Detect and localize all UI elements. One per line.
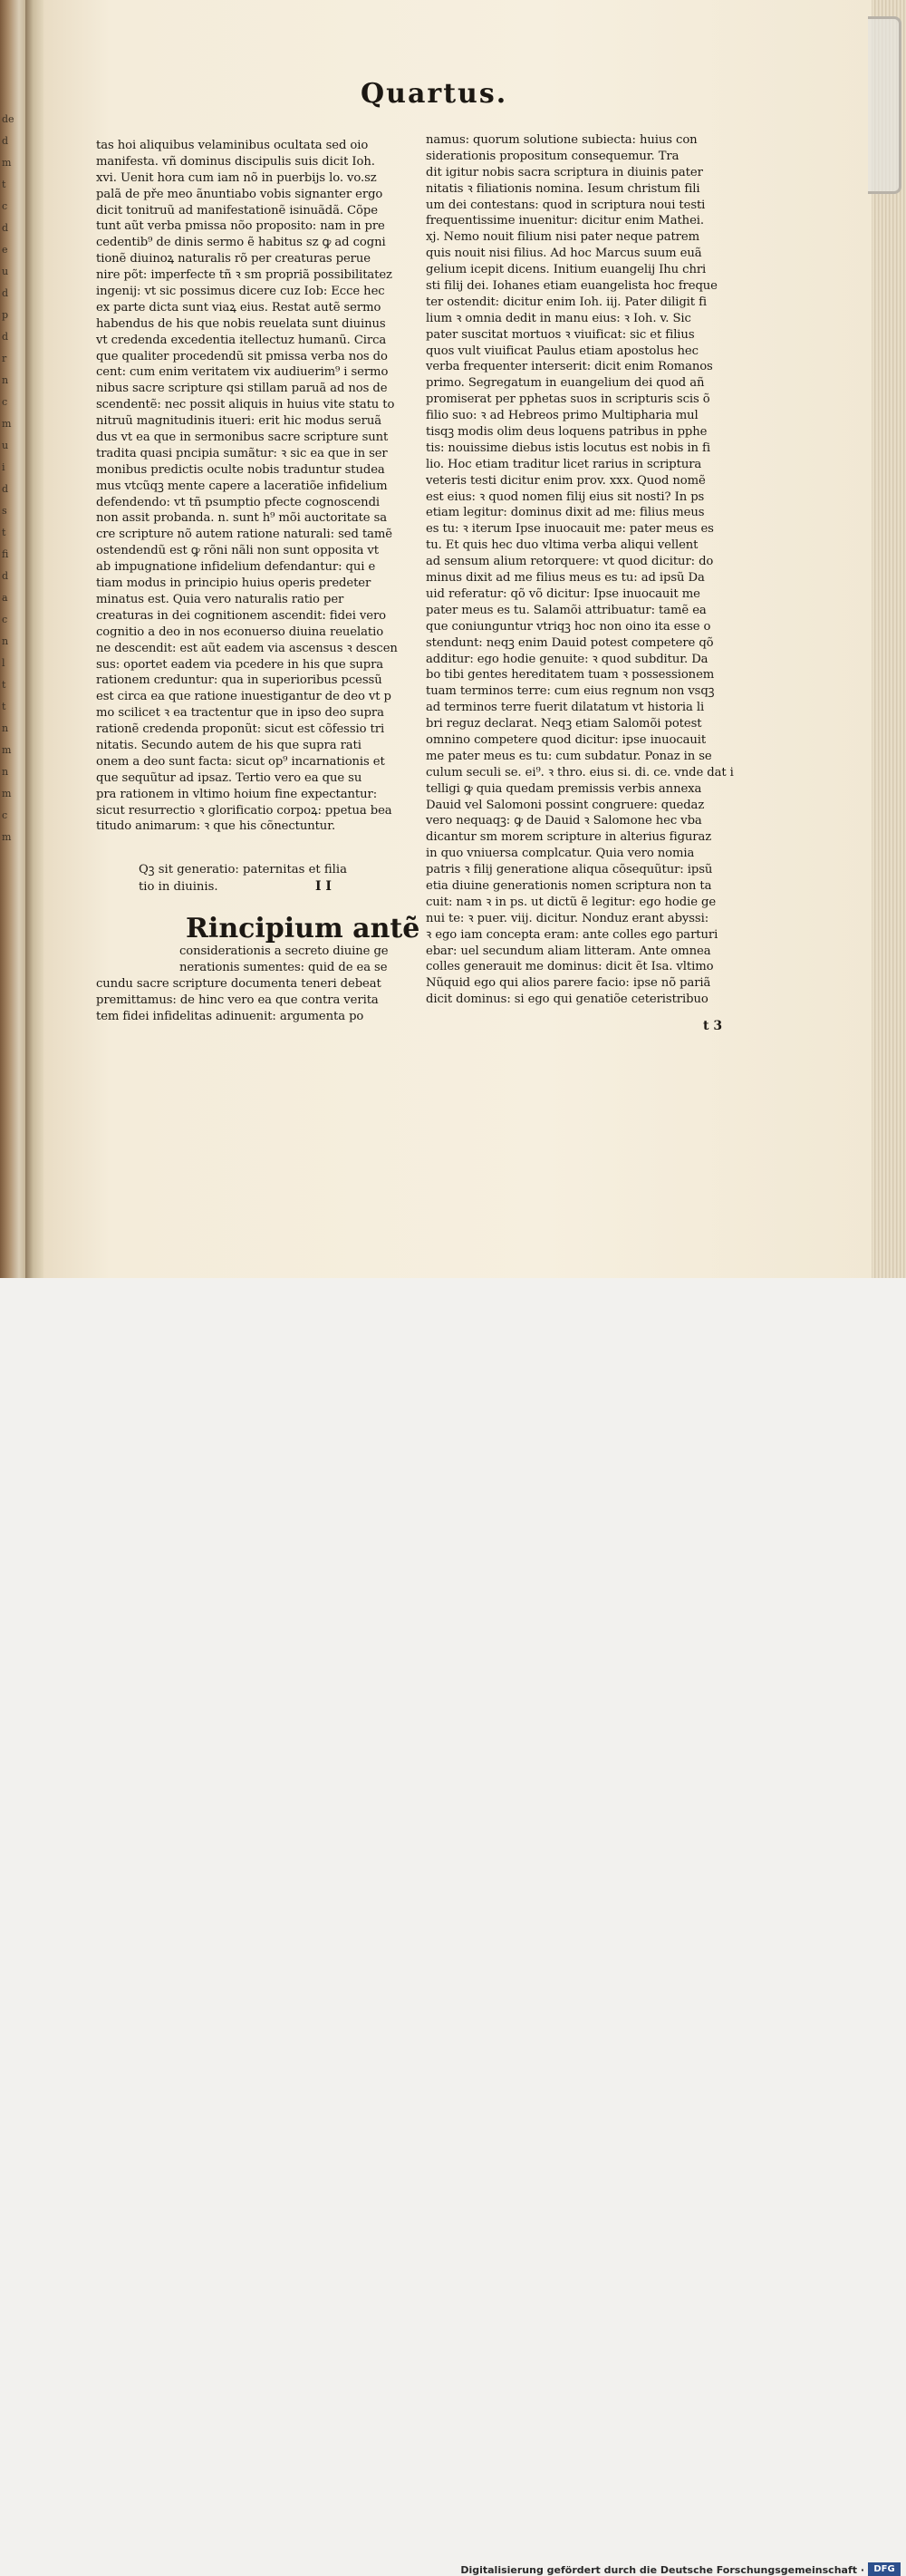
text-line: habendus de his que nobis reuelata sunt diuinus — [96, 316, 386, 331]
text-line: minus dixit ad me filius meus es tu: ad ipsũ Da — [426, 571, 705, 586]
text-line: minatus est. Quia vero naturalis ratio per — [96, 592, 344, 606]
text-line: quos vult viuificat Paulus etiam apostolus hec — [426, 344, 699, 358]
text-line: non assit probanda. n. sunt h⁹ mõi auctoritate sa — [96, 511, 388, 526]
text-line: titudo animarum: ꝛ que his cõnectuntur. — [96, 819, 336, 834]
text-line: cuit: nam ꝛ in ps. ut dictũ ẽ legitur: ego hodie ge — [426, 895, 717, 909]
right-text-column — [426, 132, 734, 1008]
text-line: tunt aũt verba pmissa nõo proposito: nam in pre — [96, 219, 385, 234]
text-line: rationem creduntur: qua in superioribus pcessũ — [96, 673, 382, 688]
text-line: in quo vniuersa complcatur. Quia vero nomia — [426, 847, 695, 861]
text-line: considerationis a secreto diuine ge — [179, 944, 389, 958]
text-line: sus: oportet eadem via pcedere in his que supra — [96, 657, 384, 672]
text-line: patris ꝛ filij generatione aliqua cõsequũtur: ipsũ — [426, 863, 713, 877]
book-gutter — [25, 0, 45, 1278]
text-line: vt credenda excedentia itellectuz humanũ. Circa — [96, 333, 387, 347]
text-line: etia diuine generationis nomen scriptura non ta — [426, 878, 712, 893]
text-line: dicit tonitruũ ad manifestationẽ isinuãdã. Cõpe — [96, 203, 378, 218]
text-line: xvi. Uenit hora cum iam nõ in puerbijs lo. vo.sz — [96, 170, 377, 185]
text-line: colles generauit me dominus: dicit ẽt Isa. vltimo — [426, 960, 714, 974]
text-line: tuam terminos terre: cum eius regnum non vsqꝫ — [426, 684, 715, 699]
text-line: etiam legitur: dominus dixit ad me: filius meus — [426, 506, 705, 520]
paper-clip — [868, 16, 901, 194]
text-line: um dei contestans: quod in scriptura noui testi — [426, 198, 706, 212]
text-line: dicit dominus: si ego qui genatiõe ceteristribuo — [426, 993, 708, 1007]
funding-credit: Digitalisierung gefördert durch die Deutsche Forschungsgemeinschaft · — [460, 2564, 864, 2576]
text-line: tu. Et quis hec duo vltima verba aliqui vellent — [426, 538, 699, 553]
text-line: pater meus es tu. Salamõi attribuatur: tamẽ ea — [426, 603, 707, 617]
text-line: pater suscitat mortuos ꝛ viuificat: sic et filius — [426, 327, 695, 342]
text-line: creaturas in dei cognitionem ascendit: fidei vero — [96, 608, 387, 623]
text-line: nui te: ꝛ puer. viij. dicitur. Nonduz erant abyssi: — [426, 911, 709, 925]
text-line: ingenij: vt sic possimus dicere cuz Iob: Ecce hec — [96, 285, 385, 299]
text-line: est circa ea que ratione inuestigantur de deo vt p — [96, 690, 391, 704]
text-line: sti filij dei. Iohanes etiam euangelista hoc freque — [426, 279, 718, 294]
text-line: tio in diuinis. — [139, 880, 218, 894]
text-line: namus: quorum solutione subiecta: huius con — [426, 133, 698, 147]
text-line: bri reguz declarat. Neqꝫ etiam Salomõi potest — [426, 717, 702, 731]
text-line: nitatis. Secundo autem de his que supra rati — [96, 738, 361, 752]
text-line: que qualiter procedendũ sit pmissa verba nos do — [96, 349, 388, 363]
text-line: manifesta. vñ dominus discipulis suis dicit Ioh. — [96, 154, 375, 169]
text-line: Qꝫ sit generatio: paternitas et filia — [139, 863, 347, 876]
left-text-column — [96, 138, 398, 835]
text-line: monibus predictis oculte nobis traduntur studea — [96, 462, 385, 477]
text-line: scendentẽ: nec possit aliquis in huius vite statu to — [96, 398, 395, 412]
text-line: xj. Nemo nouit filium nisi pater neque patrem — [426, 230, 699, 245]
text-line: mus vtcũqꝫ mente capere a laceratiõe infidelium — [96, 479, 388, 493]
text-line: ab impugnatione infidelium defendantur: qui e — [96, 560, 376, 575]
text-line: que sequũtur ad ipsaz. Tertio vero ea que su — [96, 770, 362, 785]
text-line: tiam modus in principio huius operis predeter — [96, 576, 371, 591]
text-line: palã de pře meo ãnuntiabo vobis signanter ergo — [96, 187, 383, 201]
footer-bar — [0, 1278, 906, 2576]
text-line: culum seculi se. ei⁹. ꝛ thro. eius si. di. ce. vnde dat i — [426, 765, 734, 780]
text-line: lio. Hoc etiam traditur licet rarius in scriptura — [426, 457, 702, 471]
text-line: ter ostendit: dicitur enim Ioh. iij. Pater diligit fi — [426, 295, 707, 309]
text-line: bo tibi gentes hereditatem tuam ꝛ possessionem — [426, 668, 715, 683]
text-line: tionẽ diuinoꝝ naturalis rõ per creaturas perue — [96, 252, 371, 266]
text-line: sicut resurrectio ꝛ glorificatio corpoꝝ: ppetua bea — [96, 803, 392, 818]
text-line: additur: ego hodie genuite: ꝛ quod subditur. Da — [426, 652, 708, 666]
text-line: premittamus: de hinc vero ea que contra verita — [96, 993, 379, 1007]
text-line: quis nouit nisi filius. Ad hoc Marcus suum euã — [426, 247, 702, 261]
text-line: telligi ꝙ quia quedam premissis verbis annexa — [426, 781, 702, 796]
text-line: ad sensum alium retorquere: vt quod dicitur: do — [426, 555, 714, 569]
text-line: veteris testi dicitur enim prov. xxx. Quod nomẽ — [426, 473, 706, 488]
left-page-text-fragments: de d m t c d e u d p d r n c m u i d s t fi d a c n l t t n m n m c m — [2, 113, 14, 843]
text-line: tem fidei infidelitas adinuenit: argumenta po — [96, 1009, 364, 1023]
text-line: omnino competere quod dicitur: ipse inuocauit — [426, 732, 707, 747]
text-line: cedentib⁹ de dinis sermo ẽ habitus sz ꝙ ad cogni — [96, 236, 386, 250]
text-line: dit igitur nobis sacra scriptura in diuinis pater — [426, 165, 703, 179]
text-line: nire põt: imperfecte tñ ꝛ sm propriã possibilitatez — [96, 268, 392, 283]
text-line: tas hoi aliquibus velaminibus ocultata sed oio — [96, 139, 369, 152]
text-line: nitatis ꝛ filiationis nomina. Iesum christum fili — [426, 181, 700, 196]
text-line: tis: nouissime diebus istis locutus est nobis in fi — [426, 441, 710, 455]
left-page-edge — [0, 0, 27, 1278]
text-line: onem a deo sunt facta: sicut op⁹ incarnationis et — [96, 754, 385, 769]
text-line: nitruũ magnitudinis itueri: erit hic modus seruã — [96, 414, 381, 429]
chapter-number: I I — [315, 879, 332, 894]
text-line: stendunt: neqꝫ enim Dauid potest competere qõ — [426, 635, 714, 650]
text-line: nibus sacre scripture qsi stillam paruã ad nos de — [96, 382, 388, 396]
text-line: ꝛ ego iam concepta eram: ante colles ego parturi — [426, 927, 718, 942]
text-line: promiserat per pphetas suos in scripturis scis õ — [426, 392, 710, 407]
text-line: Nũquid ego qui alios parere facio: ipse nõ pariã — [426, 976, 711, 991]
text-line: uid referatur: qõ võ dicitur: Ipse inuocauit me — [426, 586, 700, 601]
text-line: rationẽ credenda proponũt: sicut est cõfessio tri — [96, 722, 385, 737]
text-line: ebar: uel secundum aliam litteram. Ante omnea — [426, 944, 711, 958]
text-line: nerationis sumentes: quid de ea se — [179, 960, 388, 974]
text-line: cundu sacre scripture documenta teneri debeat — [96, 977, 381, 991]
text-line: ex parte dicta sunt viaꝝ eius. Restat autẽ sermo — [96, 300, 381, 315]
text-line: tradita quasi pncipia sumãtur: ꝛ sic ea que in ser — [96, 446, 388, 460]
scanned-book-spread — [0, 0, 906, 1278]
text-line: cre scripture nõ autem ratione naturali: sed tamẽ — [96, 528, 392, 542]
text-line: mo scilicet ꝛ ea tractentur que in ipso deo supra — [96, 706, 384, 721]
text-line: que coniunguntur vtriqꝫ hoc non oino ita esse o — [426, 619, 711, 634]
incipit-display: Rincipium antẽ — [186, 913, 420, 944]
left-text-column-end — [96, 976, 381, 1025]
running-heading: Quartus. — [361, 78, 508, 110]
text-line: est eius: ꝛ quod nomen filij eius sit nosti? In ps — [426, 489, 705, 504]
text-line: dicantur sm morem scripture in alterius figuraz — [426, 830, 712, 845]
text-line: vero nequaqꝫ: ꝙ de Dauid ꝛ Salomone hec vba — [426, 814, 702, 828]
text-line: ne descendit: est aũt eadem via ascensus ꝛ descen — [96, 641, 398, 655]
text-line: siderationis propositum consequemur. Tra — [426, 149, 680, 163]
text-line: cent: cum enim veritatem vix audiuerim⁹ i sermo — [96, 365, 389, 380]
text-line: es tu: ꝛ iterum Ipse inuocauit me: pater meus es — [426, 522, 714, 537]
text-line: cognitio a deo in nos econuerso diuina reuelatio — [96, 625, 384, 639]
text-line: tisqꝫ modis olim deus loquens patribus in pphe — [426, 425, 708, 440]
text-line: dus vt ea que in sermonibus sacre scripture sunt — [96, 431, 389, 445]
text-line: gelium icepit dicens. Initium euangelij Ihu chri — [426, 263, 707, 277]
text-line: defendendo: vt tñ psumptio pfecte cognoscendi — [96, 495, 381, 509]
text-line: ostendendũ est ꝙ rõni nãli non sunt opposita vt — [96, 544, 379, 558]
text-line: Dauid vel Salomoni possint congruere: quedaz — [426, 798, 705, 812]
incipit-continuation — [179, 944, 389, 976]
signature-mark: t 3 — [703, 1019, 723, 1033]
text-line: ad terminos terre fuerit dilatatum vt historia li — [426, 701, 705, 715]
text-line: verba frequenter interserit: dicit enim Romanos — [426, 360, 713, 374]
text-line: filio suo: ꝛ ad Hebreos primo Multipharia mul — [426, 409, 699, 423]
text-line: pra rationem in vltimo hoium fine expectantur: — [96, 787, 378, 801]
text-line: primo. Segregatum in euangelium dei quod añ — [426, 376, 705, 391]
text-line: frequentissime inuenitur: dicitur enim Mathei. — [426, 214, 704, 228]
text-line: lium ꝛ omnia dedit in manu eius: ꝛ Ioh. v. Sic — [426, 311, 691, 325]
text-line: me pater meus es tu: cum subdatur. Ponaz in se — [426, 749, 712, 763]
dfg-logo: DFG — [868, 2562, 901, 2576]
